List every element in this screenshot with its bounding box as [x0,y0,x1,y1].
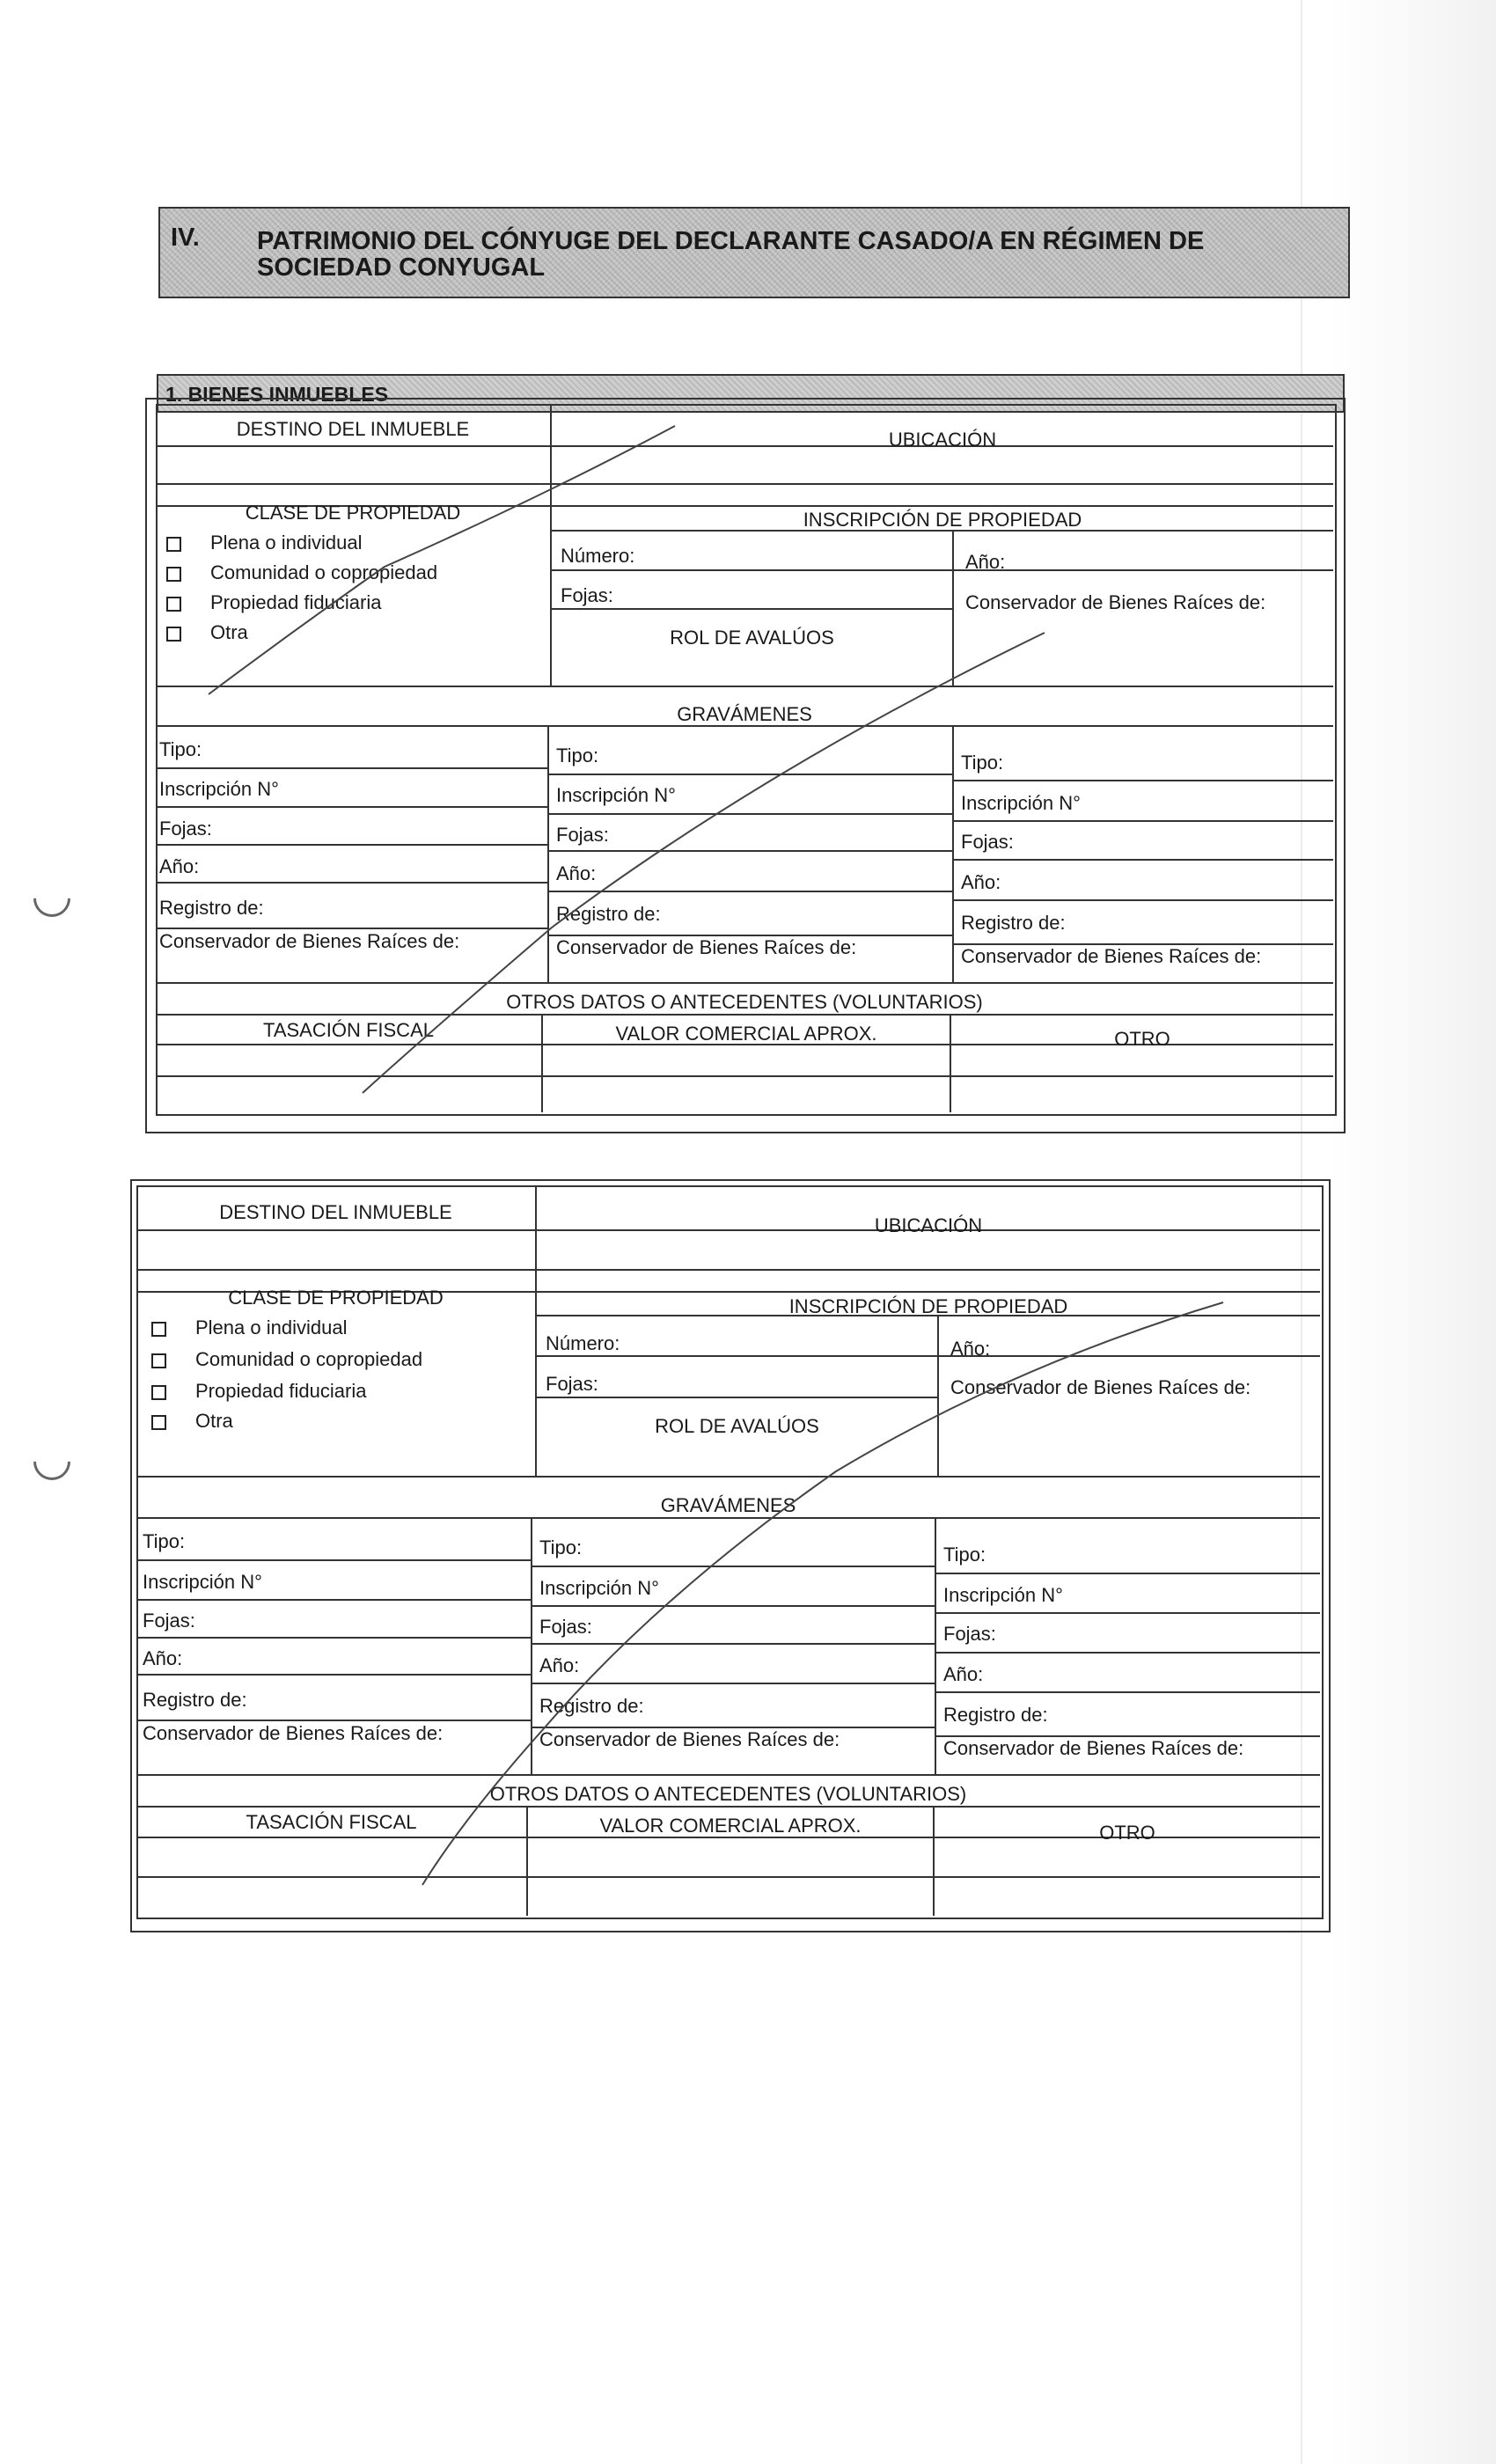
grav-3-anio: Año: [943,1663,984,1685]
grav-2-anio: Año: [539,1654,580,1676]
checkbox-otra[interactable] [166,627,181,642]
grav-1-inscripcion: Inscripción N° [159,778,279,800]
gravamenes-label: GRAVÁMENES [660,1494,796,1516]
grav-2-conservador: Conservador de Bienes Raíces de: [539,1728,840,1750]
option-plena: Plena o individual [210,532,363,554]
grav-3-anio: Año: [961,871,1001,893]
option-plena: Plena o individual [195,1316,348,1338]
destino-label: DESTINO DEL INMUEBLE [236,418,470,440]
grav-2-inscripcion: Inscripción N° [556,784,676,806]
grav-2-registro: Registro de: [539,1695,644,1717]
grav-3-registro: Registro de: [961,912,1066,934]
fojas-label: Fojas: [546,1373,598,1395]
section-header [158,207,1350,298]
grav-2-registro: Registro de: [556,903,661,925]
valor-label: VALOR COMERCIAL APROX. [615,1023,877,1045]
option-comunidad: Comunidad o copropiedad [210,561,438,583]
property-form-2 [130,1179,1331,1932]
checkbox-comunidad[interactable] [151,1353,166,1368]
grav-1-conservador: Conservador de Bienes Raíces de: [159,930,460,952]
otros-label: OTROS DATOS O ANTECEDENTES (VOLUNTARIOS) [506,991,983,1013]
option-fiduciaria: Propiedad fiduciaria [210,591,382,613]
grav-3-tipo: Tipo: [961,752,1004,774]
option-otra: Otra [210,621,248,643]
grav-2-tipo: Tipo: [556,744,599,766]
grav-1-anio: Año: [143,1647,183,1669]
grav-3-tipo: Tipo: [943,1544,986,1566]
rol-label: ROL DE AVALÚOS [670,627,834,649]
property-form-1 [145,398,1346,1133]
gravamenes-label: GRAVÁMENES [677,703,812,725]
option-otra: Otra [195,1410,233,1432]
grav-3-registro: Registro de: [943,1704,1048,1726]
grav-2-fojas: Fojas: [539,1616,592,1638]
grav-1-fojas: Fojas: [159,818,212,840]
grav-1-tipo: Tipo: [159,738,202,760]
tasacion-label: TASACIÓN FISCAL [246,1811,417,1833]
conservador-label: Conservador de Bienes Raíces de: [950,1376,1251,1398]
anio-label: Año: [965,551,1006,573]
otro-label: OTRO [1114,1028,1170,1050]
option-fiduciaria: Propiedad fiduciaria [195,1380,367,1402]
checkbox-plena[interactable] [166,537,181,552]
otro-label: OTRO [1099,1822,1155,1844]
inscripcion-label: INSCRIPCIÓN DE PROPIEDAD [788,1295,1068,1317]
numero-label: Número: [561,545,635,567]
scan-margin [1329,0,1496,2464]
tasacion-label: TASACIÓN FISCAL [263,1019,434,1041]
numero-label: Número: [546,1332,620,1354]
checkbox-otra[interactable] [151,1415,166,1430]
grav-3-inscripcion: Inscripción N° [961,792,1081,814]
grav-1-registro: Registro de: [159,897,264,919]
grav-1-fojas: Fojas: [143,1610,195,1632]
grav-1-conservador: Conservador de Bienes Raíces de: [143,1722,444,1744]
punch-hole-mark [26,872,77,924]
grav-3-inscripcion: Inscripción N° [943,1584,1063,1606]
clase-label: CLASE DE PROPIEDAD [245,502,461,524]
subsection-title: 1. BIENES INMUEBLES [165,383,389,406]
section-title: PATRIMONIO DEL CÓNYUGE DEL DECLARANTE CASADO/A EN RÉGIMEN DE SOCIEDAD CONYUGAL [257,227,1205,282]
grav-1-anio: Año: [159,855,200,877]
ubicacion-label: UBICACIÓN [874,1214,983,1236]
clase-label: CLASE DE PROPIEDAD [228,1287,444,1309]
grav-1-tipo: Tipo: [143,1530,186,1552]
anio-label: Año: [950,1338,991,1360]
section-number: IV. [171,224,200,252]
punch-hole-mark [26,1435,77,1487]
grav-3-conservador: Conservador de Bienes Raíces de: [961,945,1262,967]
grav-3-fojas: Fojas: [943,1623,996,1645]
grav-1-registro: Registro de: [143,1689,247,1711]
grav-1-inscripcion: Inscripción N° [143,1571,262,1593]
conservador-label: Conservador de Bienes Raíces de: [965,591,1266,613]
checkbox-plena[interactable] [151,1322,166,1337]
grav-3-conservador: Conservador de Bienes Raíces de: [943,1737,1244,1759]
grav-2-tipo: Tipo: [539,1536,583,1558]
rol-label: ROL DE AVALÚOS [655,1415,819,1437]
grav-3-fojas: Fojas: [961,831,1014,853]
valor-label: VALOR COMERCIAL APROX. [599,1815,862,1837]
checkbox-fiduciaria[interactable] [151,1385,166,1400]
otros-label: OTROS DATOS O ANTECEDENTES (VOLUNTARIOS) [489,1783,967,1805]
destino-label: DESTINO DEL INMUEBLE [219,1201,452,1223]
grav-2-conservador: Conservador de Bienes Raíces de: [556,936,857,958]
option-comunidad: Comunidad o copropiedad [195,1348,423,1370]
checkbox-comunidad[interactable] [166,567,181,582]
checkbox-fiduciaria[interactable] [166,597,181,612]
grav-2-inscripcion: Inscripción N° [539,1577,659,1599]
grav-2-fojas: Fojas: [556,824,609,846]
inscripcion-label: INSCRIPCIÓN DE PROPIEDAD [803,509,1082,531]
grav-2-anio: Año: [556,862,597,884]
ubicacion-label: UBICACIÓN [888,429,997,451]
fojas-label: Fojas: [561,584,613,606]
